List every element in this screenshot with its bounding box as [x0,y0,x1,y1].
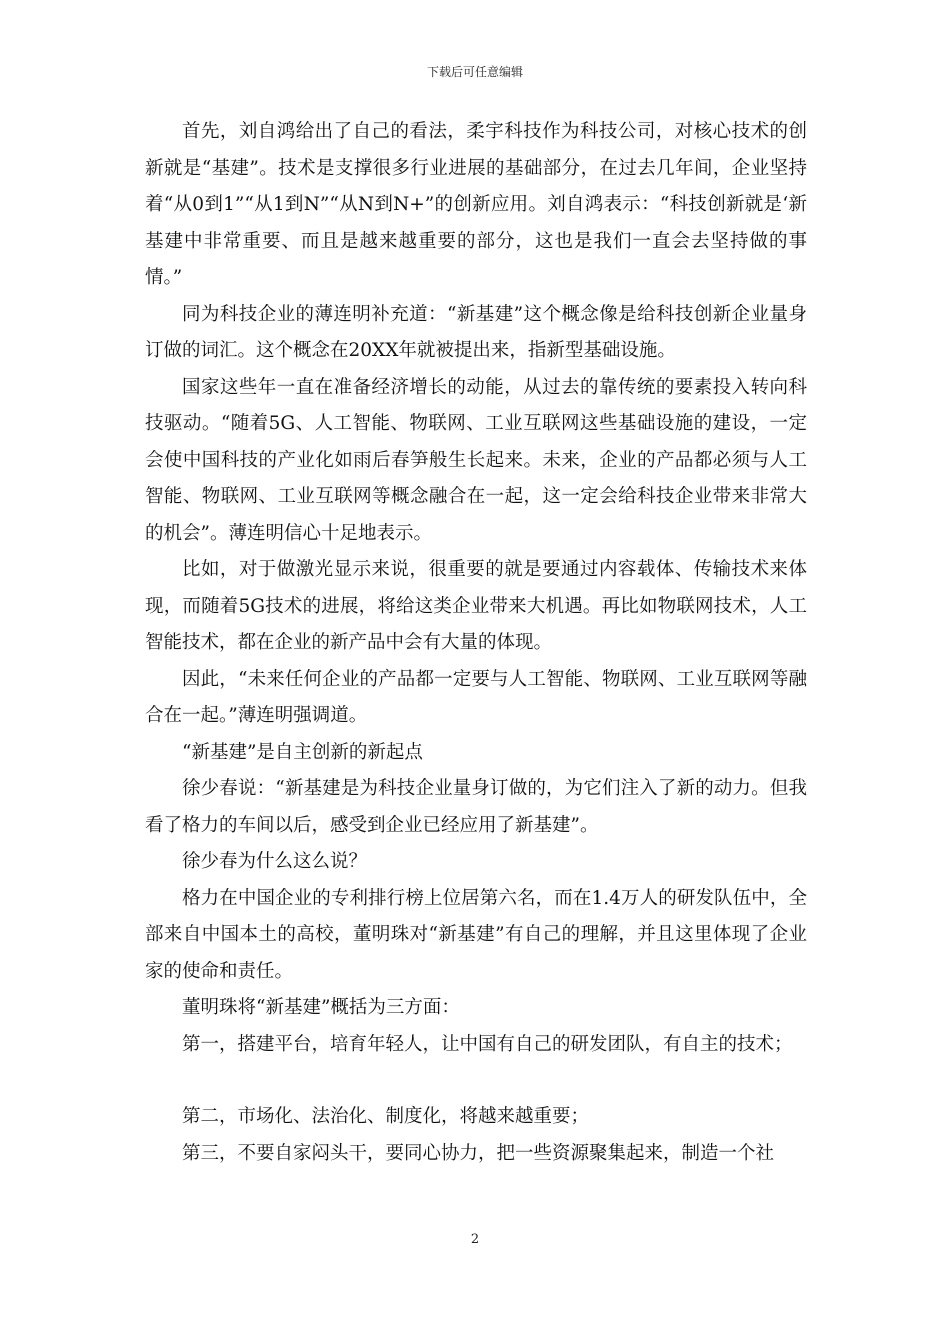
page-header: 下载后可任意编辑 [426,65,523,79]
list-item-2: 第二，市场化、法治化、制度化，将越来越重要； [182,1106,590,1127]
page-number: 2 [470,1232,480,1247]
paragraph-1: 首先，刘自鸿给出了自己的看法，柔宇科技作为科技公司，对核心技术的创新就是“基建”。技术是支撑很多行业进展的基础部分，在过去几年间，企业坚持着“从0到1”“从1到N”“从N到N+”的创新应用。刘自鸿表示：“科技创新就是‘新基建中非常重要、而且是越来越重要的部分，这也是我们一直会去坚持做的事情。” [145,121,807,288]
list-item-1: 第一，搭建平台，培育年轻人，让中国有自己的研发团队，有自主的技术； [182,1033,793,1055]
paragraph-2: 同为科技企业的薄连明补充道：“新基建”这个概念像是给科技创新企业量身订做的词汇。这个概念在20XX年就被提出来，指新型基础设施。 [145,303,807,361]
paragraph-4: 比如，对于做激光显示来说，很重要的就是要通过内容载体、传输技术来体现，而随着5G技术的进展，将给这类企业带来大机遇。再比如物联网技术，人工智能技术，都在企业的新产品中会有大量的体现。 [145,559,807,653]
paragraph-7: 徐少春为什么这么说？ [182,851,368,872]
section-heading: “新基建”是自主创新的新起点 [182,741,423,763]
paragraph-9: 董明珠将“新基建”概括为三方面： [182,997,460,1018]
paragraph-5: 因此，“未来任何企业的产品都一定要与人工智能、物联网、工业互联网等融合在一起。”薄连明强调道。 [145,668,807,726]
list-item-3: 第三，不要自家闷头干，要同心协力，把一些资源聚集起来，制造一个社 [182,1142,775,1164]
paragraph-8: 格力在中国企业的专利排行榜上位居第六名，而在1.4万人的研发队伍中，全部来自中国本土的高校，董明珠对“新基建”有自己的理解，并且这里体现了企业家的使命和责任。 [145,887,807,982]
paragraph-6: 徐少春说：“新基建是为科技企业量身订做的，为它们注入了新的动力。但我看了格力的车间以后，感受到企业已经应用了新基建”。 [145,778,807,836]
document-body [145,114,807,1172]
paragraph-3: 国家这些年一直在准备经济增长的动能，从过去的靠传统的要素投入转向科技驱动。“随着5G、人工智能、物联网、工业互联网这些基础设施的建设，一定会使中国科技的产业化如雨后春笋般生长起来。未来，企业的产品都必须与人工智能、物联网、工业互联网等概念融合在一起，这一定会给科技企业带来非常大的机会”。薄连明信心十足地表示。 [145,376,807,544]
